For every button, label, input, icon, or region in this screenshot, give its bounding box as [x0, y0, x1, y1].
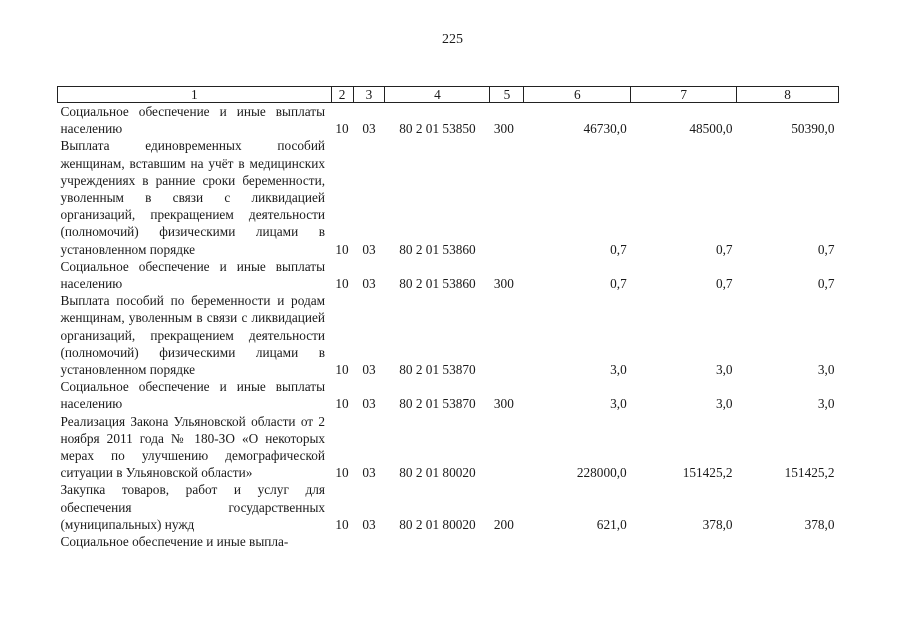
row-description: Социальное обеспечение и иные выплаты населению — [60, 104, 326, 137]
row-amount-col7 — [631, 533, 737, 550]
table-row — [58, 137, 839, 257]
row-section: 10 — [335, 516, 349, 532]
row-section: 10 — [335, 241, 349, 257]
row-subsection — [353, 533, 385, 550]
row-amount-col8 — [737, 533, 839, 550]
row-amount-col7: 0,7 — [715, 241, 733, 257]
row-description: Закупка товаров, работ и услуг для обеспечения государственных (муниципальных) нужд — [60, 482, 326, 532]
header-row — [58, 87, 839, 103]
header-col-8: 8 — [737, 87, 839, 103]
row-section: 10 — [335, 465, 349, 481]
header-col-3: 3 — [353, 87, 385, 103]
row-section: 10 — [335, 396, 349, 412]
row-amount-col7: 0,7 — [715, 276, 733, 292]
row-section: 10 — [335, 362, 349, 378]
table-header — [58, 87, 839, 103]
row-amount-col6: 0,7 — [610, 241, 627, 257]
row-amount-col8: 378,0 — [804, 516, 835, 532]
row-section: 10 — [335, 121, 349, 137]
row-amount-col6: 0,7 — [610, 276, 627, 292]
row-target-article: 80 2 01 80020 — [399, 516, 476, 532]
row-subsection: 03 — [362, 465, 376, 481]
row-description: Социальное обеспечение и иные выплаты населению — [60, 379, 326, 412]
row-amount-col8: 3,0 — [817, 396, 835, 412]
table-row — [58, 533, 839, 550]
page-number: 225 — [442, 32, 463, 47]
row-description: Выплата единовременных пособий женщинам, вставшим на учёт в медицинских учреждениях в ранние сроки беременности, уволенным в связи с ликвидацией организаций, прекращением деятельности (полномочий) физическими лицами в установленном порядке — [60, 138, 326, 257]
row-expense-type — [490, 533, 524, 550]
row-target-article: 80 2 01 53860 — [399, 241, 476, 257]
table-row — [58, 103, 839, 138]
row-subsection: 03 — [362, 516, 376, 532]
row-amount-col8: 50390,0 — [791, 121, 835, 137]
table-body — [58, 103, 839, 551]
table-row — [58, 292, 839, 378]
table-row — [58, 481, 839, 533]
row-description: Социальное обеспечение и иные выплаты населению — [60, 258, 326, 292]
row-amount-col6: 228000,0 — [576, 465, 627, 481]
row-subsection: 03 — [362, 396, 376, 412]
row-expense-type — [490, 292, 524, 378]
budget-table — [57, 86, 839, 550]
row-amount-col7: 3,0 — [715, 396, 733, 412]
row-expense-type: 300 — [493, 121, 514, 137]
row-amount-col8: 0,7 — [817, 276, 835, 292]
header-col-1: 1 — [58, 87, 332, 103]
row-subsection: 03 — [362, 241, 376, 257]
header-col-6: 6 — [524, 87, 631, 103]
row-description: Социальное обеспечение и иные выпла- — [60, 534, 289, 550]
row-description: Выплата пособий по беременности и родам женщинам, уволенным в связи с ликвидацией организаций, прекращением деятельности (полномочий) физическими лицами в установленном порядке — [60, 293, 326, 378]
row-amount-col7: 378,0 — [702, 516, 733, 532]
row-amount-col8: 0,7 — [817, 241, 835, 257]
row-amount-col6 — [524, 533, 631, 550]
row-expense-type: 300 — [493, 276, 514, 292]
row-amount-col8: 3,0 — [817, 362, 835, 378]
row-amount-col6: 621,0 — [596, 516, 627, 532]
table-row — [58, 378, 839, 412]
row-target-article: 80 2 01 53870 — [399, 396, 476, 412]
header-col-5: 5 — [490, 87, 524, 103]
row-expense-type: 300 — [493, 396, 514, 412]
row-target-article: 80 2 01 80020 — [399, 465, 476, 481]
row-amount-col6: 3,0 — [610, 396, 627, 412]
row-subsection: 03 — [362, 276, 376, 292]
header-col-7: 7 — [631, 87, 737, 103]
row-section — [331, 533, 353, 550]
row-amount-col7: 151425,2 — [682, 465, 733, 481]
header-col-4: 4 — [385, 87, 490, 103]
row-expense-type: 200 — [493, 516, 514, 532]
row-section: 10 — [335, 276, 349, 292]
row-subsection: 03 — [362, 121, 376, 137]
row-amount-col6: 46730,0 — [583, 121, 627, 137]
row-target-article: 80 2 01 53850 — [399, 121, 476, 137]
row-expense-type — [490, 413, 524, 482]
row-amount-col7: 48500,0 — [689, 121, 733, 137]
table-row — [58, 413, 839, 482]
row-amount-col7: 3,0 — [715, 362, 733, 378]
header-col-2: 2 — [331, 87, 353, 103]
row-subsection: 03 — [362, 362, 376, 378]
row-amount-col6: 3,0 — [610, 362, 627, 378]
row-expense-type — [490, 137, 524, 257]
table-row — [58, 258, 839, 292]
row-target-article: 80 2 01 53860 — [399, 276, 476, 292]
row-amount-col8: 151425,2 — [784, 465, 835, 481]
row-target-article: 80 2 01 53870 — [399, 362, 476, 378]
row-target-article — [385, 533, 490, 550]
row-description: Реализация Закона Ульяновской области от 2 ноября 2011 года № 180-ЗО «О некоторых мерах по улучшению демографической ситуации в Ульяновской области» — [60, 413, 326, 481]
